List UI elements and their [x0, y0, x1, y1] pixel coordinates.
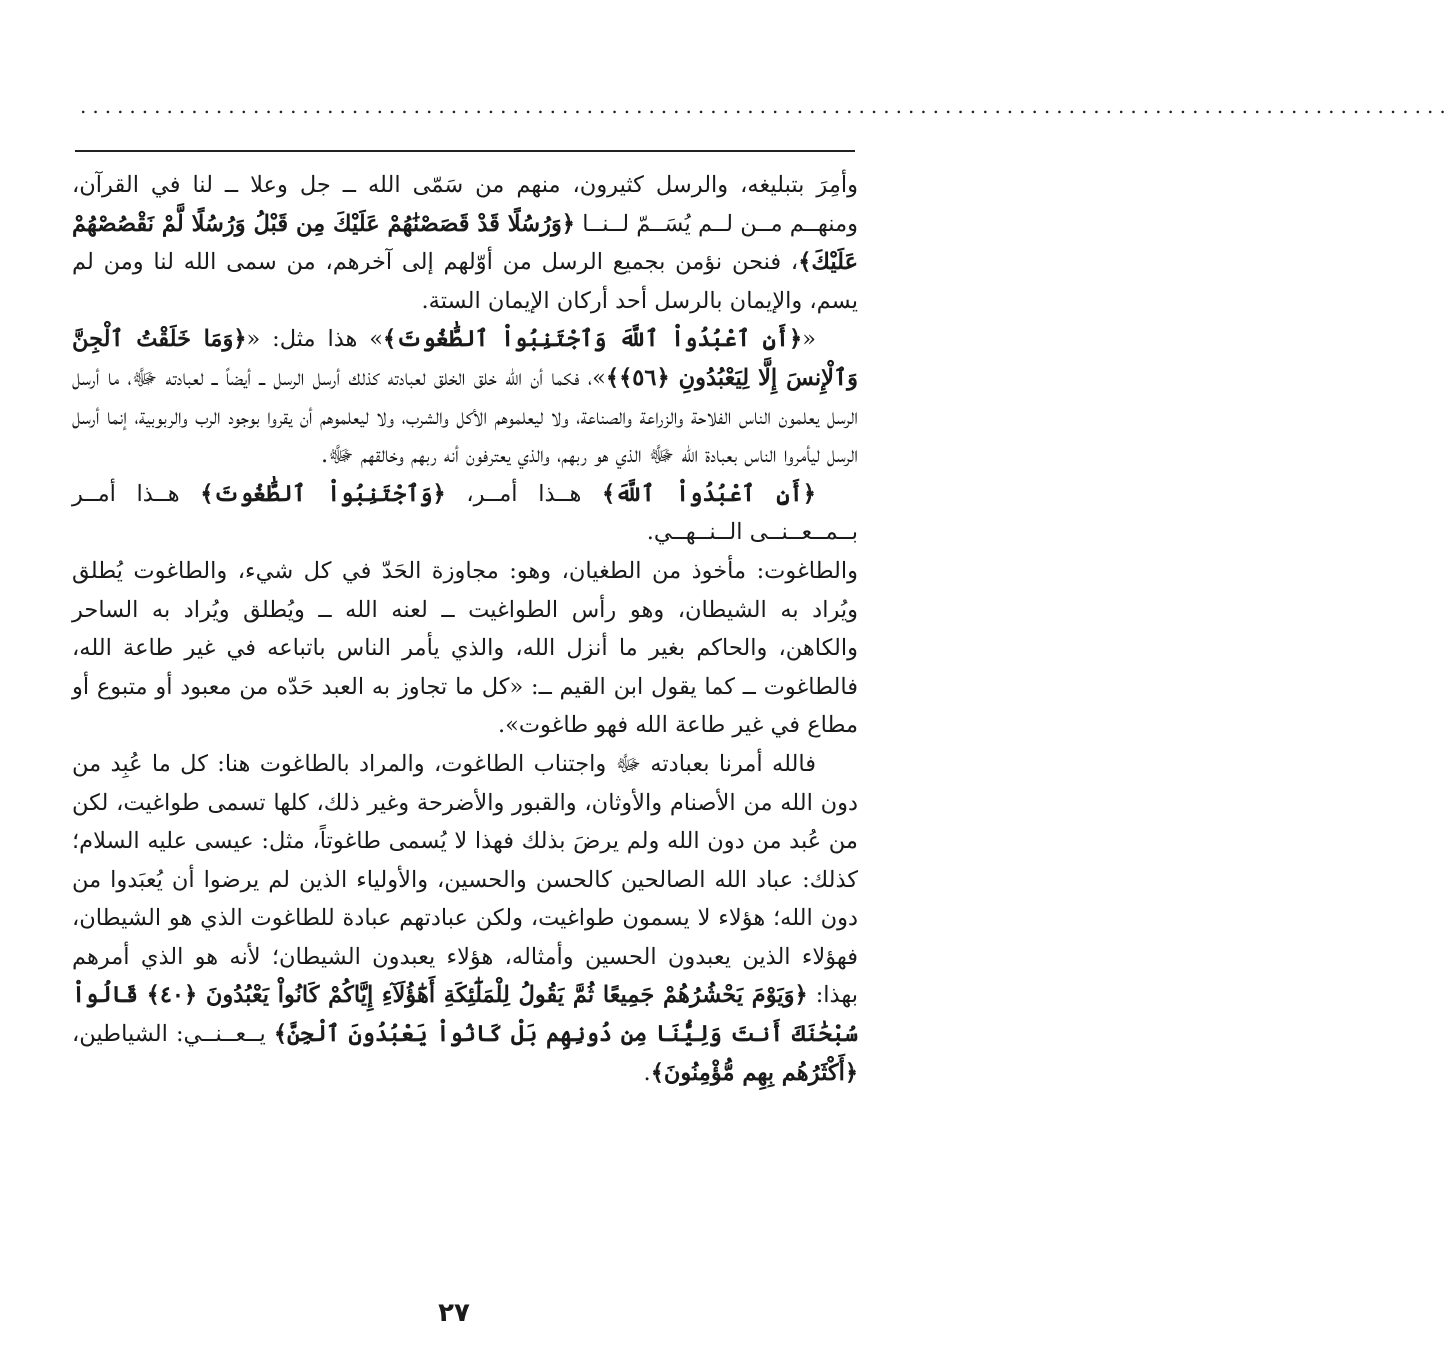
paragraph [72, 166, 858, 320]
paragraph [72, 745, 858, 1092]
header-separator-line [75, 150, 855, 152]
text-segment: ، فنحن نؤمن بجميع الرسل من أوّلهم إلى آخرهم، من سمى الله لنا ومن لم يسم، والإيمان بالرسل أحد أركان الإيمان الستة. [72, 249, 858, 314]
header-dotted-line: ............................................................................................................... [80, 94, 1452, 118]
paragraph [72, 320, 858, 474]
quran-verse: ﴿وَرُسُلًا قَدْ قَصَصْنَٰهُمْ عَلَيْكَ مِن قَبْلُ وَرُسُلًا لَّمْ نَقْصُصْهُمْ عَلَيْكَ﴾ [72, 210, 858, 276]
page-number: ٢٧ [438, 1298, 470, 1328]
text-segment: » هذا مثل: « [246, 326, 383, 353]
text-segment: وأمِرَ بتبليغه، والرسل كثيرون، منهم من سَمّى الله ــ جل وعلا ــ لنا في القرآن، ومنهــم مــن لــم يُسَــمّ لــنــا [72, 172, 858, 237]
text-segment: فالله أمرنا بعبادته ﷻ واجتناب الطاغوت، والمراد بالطاغوت هنا: كل ما عُبِد من دون الله من الأصنام والأوثان، والقبور والأضرحة وغير ذلك، كلها تسمى طواغيت، لكن من عُبد من دون الله ولم يرضَ بذلك فهذا لا يُسمى طاغوتاً، مثل: عيسى عليه السلام؛ كذلك: عباد الله الصالحين كالحسن والحسين، والأولياء الذين لم يرضوا أن يُعبَدوا من دون الله؛ هؤلاء لا يسمون طواغيت، ولكن عبادتهم عبادة للطاغوت الذي هو الشيطان، فهؤلاء الذين يعبدون الحسين وأمثاله، هؤلاء يعبدون الشيطان؛ لأنه هو الذي أمرهم بهذا: [72, 750, 858, 1009]
paragraph [72, 475, 858, 552]
page-body-text [72, 166, 858, 1092]
text-segment: هــذا أمــر بــمــعــنــى الــنــهــي. [72, 480, 858, 546]
text-segment: »، فكما أن الله خلق الخلق لعبادته كذلك أرسل الرسل ــ أيضاً ــ لعبادته ﷻ، ما أرسل الرسل يعلمون الناس الفلاحة والزراعة والصناعة، ولا ليعلموهم الأكل والشرب، ولا ليعلموهم أن يقروا بوجود الرب والربوبية، إنما أرسل الرسل ليأمروا الناس بعبادة الله ﷻ الذي هو ربهم، والذي يعترفون أنه ربهم وخالقهم ﷻ. [72, 364, 858, 469]
quran-verse: ﴿أَكْثَرُهُم بِهِم مُّؤْمِنُونَ﴾ [650, 1059, 858, 1086]
text-segment: . [643, 1059, 651, 1086]
quran-verse: ﴿وَيَوْمَ يَحْشُرُهُمْ جَمِيعًا ثُمَّ يَقُولُ لِلْمَلَٰٓئِكَةِ أَهَٰٓؤُلَآءِ إِيَّاكُمْ كَانُواْ يَعْبُدُونَ ﴿٤٠﴾ قَالُواْ سُبْحَٰنَكَ أَنتَ وَلِيُّنَا مِن دُونِهِم بَلْ كَانُواْ يَعْبُدُونَ ٱلْجِنَّ﴾ [72, 982, 858, 1048]
quran-verse: ﴿أَنِ ٱعْبُدُواْ ٱللَّهَ﴾ [601, 480, 816, 507]
quran-verse: ﴿وَمَا خَلَقْتُ ٱلْجِنَّ وَٱلْإِنسَ إِلَّا لِيَعْبُدُونِ ﴿٥٦﴾﴾ [72, 326, 858, 391]
text-segment: « [802, 326, 816, 353]
text-segment: هــذا أمــر، [445, 480, 602, 507]
paragraph [72, 552, 858, 745]
text-segment: والطاغوت: مأخوذ من الطغيان، وهو: مجاوزة الحَدّ في كل شيء، والطاغوت يُطلق ويُراد به الشيطان، وهو رأس الطواغيت ــ لعنه الله ــ ويُطلق ويُراد به الساحر والكاهن، والحاكم بغير ما أنزل الله، والذي يأمر الناس باتباعه في غير طاعة الله، فالطاغوت ــ كما يقول ابن القيم ــ: «كل ما تجاوز به العبد حَدّه من معبود أو متبوع أو مطاع في غير طاعة الله فهو طاغوت». [72, 557, 858, 739]
text-segment: يــعــنــي: الشياطين، [72, 1021, 274, 1048]
quran-verse: ﴿وَٱجْتَنِبُواْ ٱلطَّٰغُوتَ﴾ [200, 480, 446, 507]
quran-verse: ﴿أَنِ ٱعْبُدُواْ ٱللَّهَ وَٱجْتَنِبُواْ ٱلطَّٰغُوتَ﴾ [382, 326, 803, 353]
